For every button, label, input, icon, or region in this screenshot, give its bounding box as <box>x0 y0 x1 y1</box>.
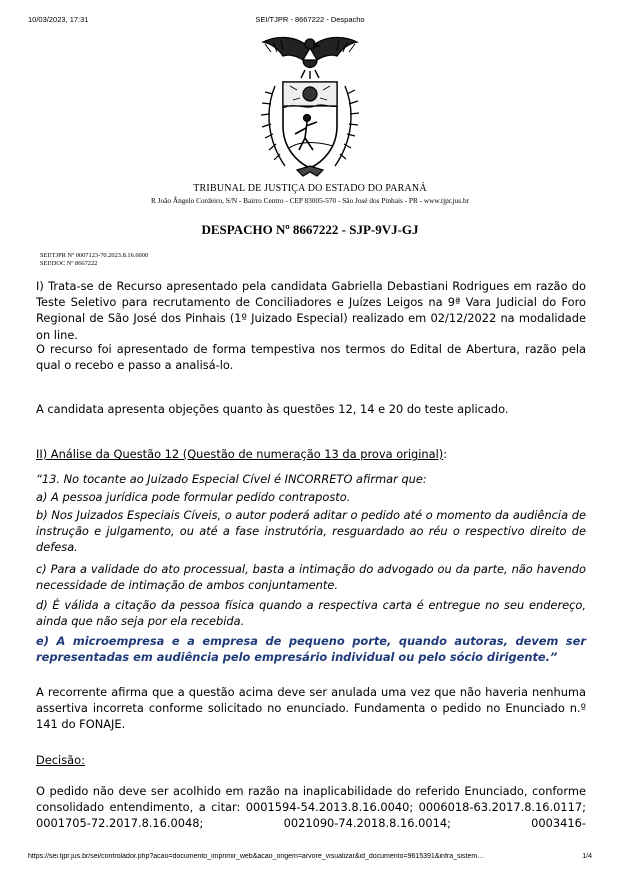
decision-heading: Decisão: <box>36 753 85 767</box>
paragraph-objections: A candidata apresenta objeções quanto às questões 12, 14 e 20 do teste aplicado. <box>36 402 509 416</box>
paragraph-intro: I) Trata-se de Recurso apresentado pela candidata Gabriella Debastiani Rodrigues em razão do Teste Seletivo para recrutamento de Conciliadores e Juízes Leigos na 9ª Vara Judicial do Foro Regional de São José dos Pinhais (1º Juizado Especial) realizado em 02/12/2022 na modalidade on line. <box>36 279 586 342</box>
section-heading-colon: : <box>443 447 448 461</box>
question-option-a: a) A pessoa jurídica pode formular pedido contraposto. <box>36 490 351 504</box>
browser-print-footer <box>28 853 592 865</box>
question-option-e-highlighted: e) A microempresa e a empresa de pequeno porte, quando autoras, devem ser representadas em audiência pelo empresário individual ou pelo sócio dirigente.” <box>36 634 586 665</box>
print-page-title: SEI/TJPR - 8667222 - Despacho <box>255 15 365 24</box>
paragraph-appeal-argument: A recorrente afirma que a questão acima deve ser anulada uma vez que não haveria nenhuma assertiva incorreta conforme solicitado no enunciado. Fundamenta o pedido no Enunciado n.º 141 do FONAJE. <box>36 685 586 732</box>
browser-print-header <box>28 15 592 27</box>
question-option-c: c) Para a validade do ato processual, basta a intimação do advogado ou da parte, não havendo necessidade de intimação de ambos conjuntamente. <box>36 562 586 593</box>
paragraph-tempestivity: O recurso foi apresentado de forma tempestiva nos termos do Edital de Abertura, razão pela qual o recebo e passo a analisá-lo. <box>36 342 586 373</box>
court-address: R João Ângelo Cordeiro, S/N - Bairro Centro - CEP 83005-570 - São José dos Pinhais - PR - www.tjpr.jus.br <box>150 196 470 205</box>
print-datetime: 10/03/2023, 17:31 <box>28 15 89 24</box>
court-header <box>0 183 620 205</box>
parana-coat-of-arms-icon <box>245 30 375 180</box>
sei-metadata <box>40 252 148 268</box>
sei-process-number: SEI!TJPR Nº 0007123-70.2023.8.16.6000 <box>40 252 149 259</box>
question-option-d: d) É válida a citação da pessoa física quando a respectiva carta é entregue no seu endereço, ainda que não seja por ela recebida. <box>36 598 586 629</box>
print-url: https://sei.tjpr.jus.br/sei/controlador.php?acao=documento_imprimir_web&acao_origem=arvore_visualizar&id_documento=9615391&infra_sistem… <box>28 853 485 860</box>
section-heading-question-12 <box>36 446 586 462</box>
question-stem: “13. No tocante ao Juizado Especial Cível é INCORRETO afirmar que: <box>36 472 427 486</box>
section-heading-text: II) Análise da Questão 12 (Questão de numeração 13 da prova original) <box>36 447 444 461</box>
sei-doc-number: SEI!DOC Nº 8667222 <box>40 260 98 267</box>
paragraph-decision: O pedido não deve ser acolhido em razão na inaplicabilidade do referido Enunciado, conforme consolidado entendimento, a citar: 0001594-54.2013.8.16.0040; 0006018-63.2017.8.16.0117; 0001705-72.2017.8.16.0048; 0021090-74.2018.8.16.0014; 0003416- <box>36 784 586 831</box>
print-page-number: 1/4 <box>582 853 592 860</box>
court-name: TRIBUNAL DE JUSTIÇA DO ESTADO DO PARANÁ <box>193 183 427 194</box>
question-option-b: b) Nos Juizados Especiais Cíveis, o autor poderá aditar o pedido até o momento da audiência de instrução e julgamento, ou até a fase instrutória, resguardado ao réu o respectivo direito de defesa. <box>36 508 586 555</box>
document-title: DESPACHO Nº 8667222 - SJP-9VJ-GJ <box>201 222 419 237</box>
